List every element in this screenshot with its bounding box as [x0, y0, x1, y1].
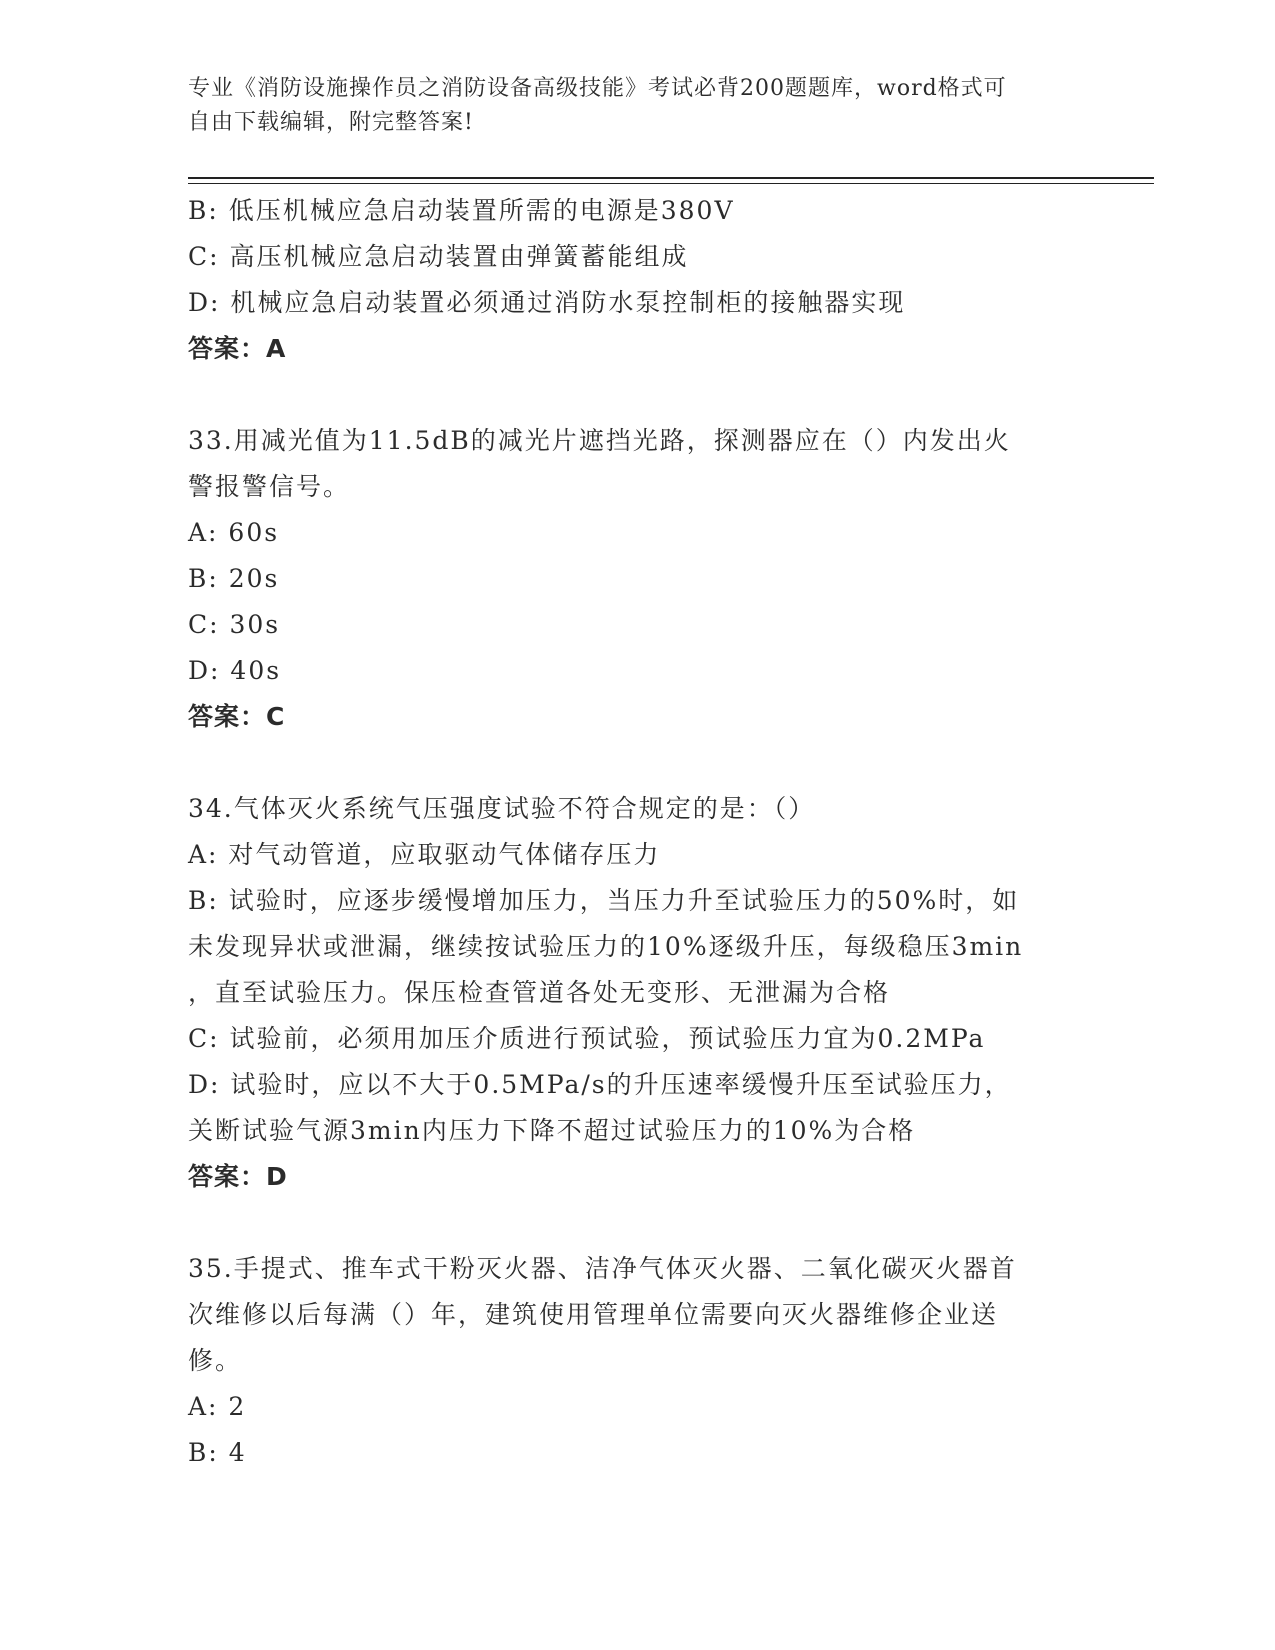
option-d: D: 试验时，应以不大于0.5MPa/s的升压速率缓慢升压至试验压力，	[188, 1070, 1012, 1099]
header-divider-thin	[188, 183, 1154, 184]
option-b: B: 低压机械应急启动装置所需的电源是380V	[188, 196, 735, 225]
question-stem-cont: 修。	[188, 1346, 243, 1375]
question-33	[188, 418, 1088, 740]
question-stem: 33.用减光值为11.5dB的减光片遮挡光路，探测器应在（）内发出火	[188, 426, 1011, 455]
question-stem: 34.气体灭火系统气压强度试验不符合规定的是：（）	[188, 794, 816, 823]
question-stem-cont: 警报警信号。	[188, 472, 351, 501]
spacer	[188, 740, 1088, 786]
option-a: A: 对气动管道，应取驱动气体储存压力	[188, 840, 661, 869]
document-header	[188, 72, 1088, 140]
option-b-cont: ，直至试验压力。保压检查管道各处无变形、无泄漏为合格	[188, 978, 891, 1007]
option-d: D: 40s	[188, 656, 282, 685]
spacer	[188, 372, 1088, 418]
header-title-line-1: 专业《消防设施操作员之消防设备高级技能》考试必背200题题库，word格式可	[188, 76, 1007, 101]
question-32-continued	[188, 188, 1088, 372]
option-b: B: 试验时，应逐步缓慢增加压力，当压力升至试验压力的50%时，如	[188, 886, 1020, 915]
option-c: C: 30s	[188, 610, 281, 639]
option-d-cont: 关断试验气源3min内压力下降不超过试验压力的10%为合格	[188, 1116, 916, 1145]
question-stem-cont: 次维修以后每满（）年，建筑使用管理单位需要向灭火器维修企业送	[188, 1300, 999, 1329]
option-a: A: 60s	[188, 518, 280, 547]
option-c: C: 试验前，必须用加压介质进行预试验，预试验压力宜为0.2MPa	[188, 1024, 986, 1053]
answer-line: 答案：D	[188, 1162, 288, 1191]
question-35	[188, 1246, 1088, 1476]
question-34	[188, 786, 1088, 1200]
spacer	[188, 1200, 1088, 1246]
answer-line: 答案：C	[188, 702, 286, 731]
option-a: A: 2	[188, 1392, 247, 1421]
document-body	[188, 188, 1088, 1476]
header-divider-thick	[188, 177, 1154, 179]
question-stem: 35.手提式、推车式干粉灭火器、洁净气体灭火器、二氧化碳灭火器首	[188, 1254, 1017, 1283]
option-b: B: 20s	[188, 564, 280, 593]
option-c: C: 高压机械应急启动装置由弹簧蓄能组成	[188, 242, 689, 271]
answer-line: 答案：A	[188, 334, 287, 363]
option-b: B: 4	[188, 1438, 247, 1467]
option-b-cont: 未发现异状或泄漏，继续按试验压力的10%逐级升压，每级稳压3min	[188, 932, 1024, 961]
header-title-line-2: 自由下载编辑，附完整答案!	[188, 110, 474, 135]
option-d: D: 机械应急启动装置必须通过消防水泵控制柜的接触器实现	[188, 288, 906, 317]
